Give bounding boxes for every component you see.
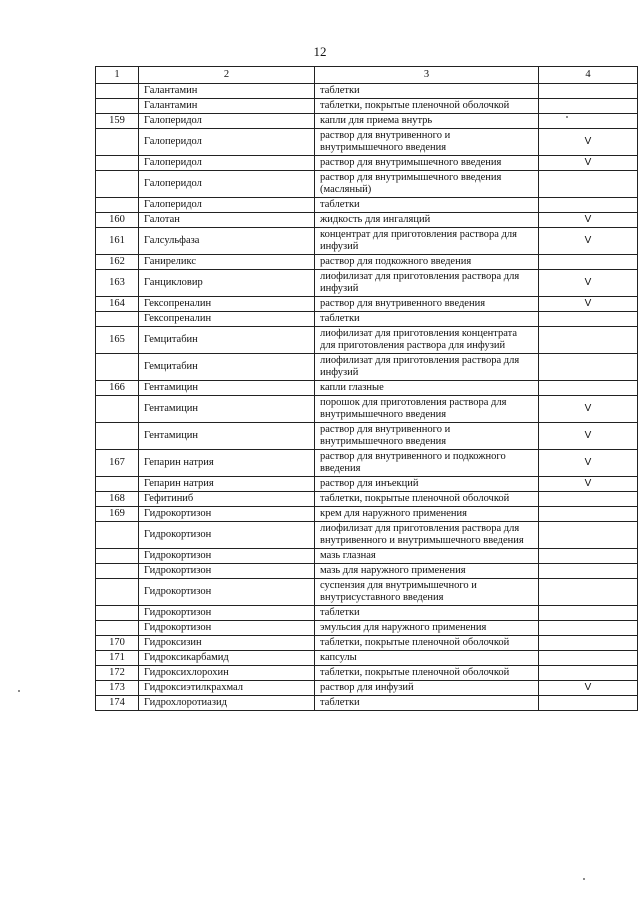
mark-cell: V (539, 396, 638, 423)
dosage-form-cell: таблетки (315, 696, 539, 711)
mark-cell (539, 564, 638, 579)
mark-cell (539, 492, 638, 507)
dosage-form-cell: раствор для внутримышечного введения (масляный) (315, 171, 539, 198)
dosage-form-cell: концентрат для приготовления раствора для инфузий (315, 228, 539, 255)
drug-name-cell: Гемцитабин (139, 354, 315, 381)
table-row (96, 579, 638, 606)
table-row (96, 381, 638, 396)
table-row (96, 297, 638, 312)
dosage-form-cell: раствор для внутривенного и внутримышечного введения (315, 129, 539, 156)
row-number-cell: 163 (96, 270, 139, 297)
row-number-cell: 161 (96, 228, 139, 255)
dosage-form-cell: мазь глазная (315, 549, 539, 564)
mark-cell (539, 579, 638, 606)
table-row (96, 651, 638, 666)
table-row (96, 696, 638, 711)
mark-cell: V (539, 270, 638, 297)
table-row (96, 450, 638, 477)
table-header-row (96, 67, 638, 84)
table-row (96, 171, 638, 198)
table-row (96, 255, 638, 270)
row-number-cell (96, 156, 139, 171)
dosage-form-cell: таблетки, покрытые пленочной оболочкой (315, 492, 539, 507)
drug-name-cell: Галоперидол (139, 129, 315, 156)
drug-name-cell: Гидрокортизон (139, 564, 315, 579)
dosage-form-cell: эмульсия для наружного применения (315, 621, 539, 636)
row-number-cell (96, 606, 139, 621)
drug-name-cell: Гидрохлоротиазид (139, 696, 315, 711)
row-number-cell: 169 (96, 507, 139, 522)
dosage-form-cell: таблетки (315, 84, 539, 99)
row-number-cell (96, 396, 139, 423)
dosage-form-cell: лиофилизат для приготовления раствора для инфузий (315, 354, 539, 381)
dosage-form-cell: раствор для внутривенного введения (315, 297, 539, 312)
dosage-form-cell: лиофилизат для приготовления раствора для инфузий (315, 270, 539, 297)
table-row (96, 621, 638, 636)
row-number-cell: 159 (96, 114, 139, 129)
row-number-cell: 167 (96, 450, 139, 477)
mark-cell (539, 606, 638, 621)
row-number-cell (96, 621, 139, 636)
mark-cell: V (539, 213, 638, 228)
mark-cell (539, 114, 638, 129)
table-row (96, 84, 638, 99)
mark-cell (539, 255, 638, 270)
table-row (96, 228, 638, 255)
row-number-cell (96, 549, 139, 564)
drug-name-cell: Галантамин (139, 99, 315, 114)
mark-cell: V (539, 477, 638, 492)
mark-cell (539, 666, 638, 681)
row-number-cell: 165 (96, 327, 139, 354)
mark-cell: V (539, 129, 638, 156)
row-number-cell (96, 312, 139, 327)
row-number-cell (96, 564, 139, 579)
drug-name-cell: Гидрокортизон (139, 606, 315, 621)
dosage-form-cell: жидкость для ингаляций (315, 213, 539, 228)
row-number-cell (96, 198, 139, 213)
dosage-form-cell: таблетки, покрытые пленочной оболочкой (315, 99, 539, 114)
mark-cell (539, 354, 638, 381)
table-row (96, 636, 638, 651)
row-number-cell: 172 (96, 666, 139, 681)
drug-name-cell: Гидрокортизон (139, 522, 315, 549)
table-row (96, 198, 638, 213)
drug-name-cell: Галоперидол (139, 198, 315, 213)
dosage-form-cell: крем для наружного применения (315, 507, 539, 522)
dosage-form-cell: раствор для внутримышечного введения (315, 156, 539, 171)
dosage-form-cell: раствор для внутривенного и внутримышечного введения (315, 423, 539, 450)
drug-name-cell: Гепарин натрия (139, 477, 315, 492)
row-number-cell: 162 (96, 255, 139, 270)
table-row (96, 396, 638, 423)
drug-name-cell: Гемцитабин (139, 327, 315, 354)
drug-name-cell: Гентамицин (139, 396, 315, 423)
mark-cell (539, 171, 638, 198)
drug-name-cell: Галоперидол (139, 156, 315, 171)
page-number: 12 (313, 44, 327, 59)
table-row (96, 564, 638, 579)
column-header-1: 1 (96, 67, 139, 84)
scan-speck (566, 116, 568, 118)
table-row (96, 99, 638, 114)
mark-cell: V (539, 681, 638, 696)
mark-cell (539, 621, 638, 636)
drug-name-cell: Гидрокортизон (139, 549, 315, 564)
table-row (96, 156, 638, 171)
drug-name-cell: Гефитиниб (139, 492, 315, 507)
dosage-form-cell: раствор для инфузий (315, 681, 539, 696)
drug-name-cell: Галотан (139, 213, 315, 228)
row-number-cell (96, 354, 139, 381)
drug-name-cell: Галоперидол (139, 171, 315, 198)
table-row (96, 666, 638, 681)
dosage-form-cell: капсулы (315, 651, 539, 666)
table-row (96, 354, 638, 381)
mark-cell: V (539, 423, 638, 450)
row-number-cell (96, 477, 139, 492)
scan-speck (583, 878, 585, 880)
drug-name-cell: Гентамицин (139, 381, 315, 396)
mark-cell: V (539, 156, 638, 171)
drug-name-cell: Гексопреналин (139, 312, 315, 327)
drug-name-cell: Ганиреликс (139, 255, 315, 270)
dosage-form-cell: лиофилизат для приготовления раствора для внутривенного и внутримышечного введения (315, 522, 539, 549)
row-number-cell: 173 (96, 681, 139, 696)
table-row (96, 129, 638, 156)
row-number-cell (96, 423, 139, 450)
mark-cell (539, 198, 638, 213)
mark-cell (539, 522, 638, 549)
table-row (96, 423, 638, 450)
drug-name-cell: Гексопреналин (139, 297, 315, 312)
table-row (96, 681, 638, 696)
drug-table (95, 66, 638, 711)
drug-name-cell: Гидроксихлорохин (139, 666, 315, 681)
dosage-form-cell: мазь для наружного применения (315, 564, 539, 579)
drug-name-cell: Гидрокортизон (139, 579, 315, 606)
dosage-form-cell: таблетки (315, 312, 539, 327)
dosage-form-cell: таблетки (315, 606, 539, 621)
row-number-cell (96, 522, 139, 549)
table-row (96, 270, 638, 297)
mark-cell (539, 651, 638, 666)
dosage-form-cell: таблетки, покрытые пленочной оболочкой (315, 666, 539, 681)
dosage-form-cell: лиофилизат для приготовления концентрата для приготовления раствора для инфузий (315, 327, 539, 354)
table-row (96, 549, 638, 564)
drug-name-cell: Гидрокортизон (139, 507, 315, 522)
dosage-form-cell: суспензия для внутримышечного и внутрисуставного введения (315, 579, 539, 606)
mark-cell (539, 507, 638, 522)
scan-speck (18, 690, 20, 692)
mark-cell: V (539, 450, 638, 477)
dosage-form-cell: таблетки, покрытые пленочной оболочкой (315, 636, 539, 651)
dosage-form-cell: таблетки (315, 198, 539, 213)
drug-name-cell: Гидроксиэтилкрахмал (139, 681, 315, 696)
mark-cell (539, 84, 638, 99)
dosage-form-cell: раствор для подкожного введения (315, 255, 539, 270)
table-row (96, 477, 638, 492)
row-number-cell (96, 84, 139, 99)
table-row (96, 507, 638, 522)
dosage-form-cell: капли глазные (315, 381, 539, 396)
mark-cell (539, 312, 638, 327)
mark-cell (539, 381, 638, 396)
drug-name-cell: Галантамин (139, 84, 315, 99)
table-row (96, 312, 638, 327)
mark-cell (539, 327, 638, 354)
table-row (96, 213, 638, 228)
drug-name-cell: Галсульфаза (139, 228, 315, 255)
mark-cell (539, 99, 638, 114)
row-number-cell: 174 (96, 696, 139, 711)
row-number-cell: 171 (96, 651, 139, 666)
mark-cell (539, 696, 638, 711)
column-header-3: 3 (315, 67, 539, 84)
row-number-cell: 170 (96, 636, 139, 651)
row-number-cell (96, 171, 139, 198)
drug-name-cell: Гидрокортизон (139, 621, 315, 636)
drug-name-cell: Гидроксикарбамид (139, 651, 315, 666)
row-number-cell (96, 129, 139, 156)
dosage-form-cell: раствор для инъекций (315, 477, 539, 492)
row-number-cell: 164 (96, 297, 139, 312)
table-row (96, 327, 638, 354)
column-header-4: 4 (539, 67, 638, 84)
table-body (96, 84, 638, 711)
row-number-cell (96, 99, 139, 114)
drug-name-cell: Гепарин натрия (139, 450, 315, 477)
table-row (96, 522, 638, 549)
dosage-form-cell: раствор для внутривенного и подкожного введения (315, 450, 539, 477)
table-row (96, 114, 638, 129)
table-row (96, 606, 638, 621)
column-header-2: 2 (139, 67, 315, 84)
row-number-cell: 160 (96, 213, 139, 228)
mark-cell: V (539, 297, 638, 312)
drug-name-cell: Ганцикловир (139, 270, 315, 297)
drug-name-cell: Галоперидол (139, 114, 315, 129)
dosage-form-cell: капли для приема внутрь (315, 114, 539, 129)
mark-cell: V (539, 228, 638, 255)
drug-name-cell: Гидроксизин (139, 636, 315, 651)
row-number-cell: 168 (96, 492, 139, 507)
row-number-cell: 166 (96, 381, 139, 396)
mark-cell (539, 549, 638, 564)
table-row (96, 492, 638, 507)
dosage-form-cell: порошок для приготовления раствора для внутримышечного введения (315, 396, 539, 423)
row-number-cell (96, 579, 139, 606)
mark-cell (539, 636, 638, 651)
drug-name-cell: Гентамицин (139, 423, 315, 450)
